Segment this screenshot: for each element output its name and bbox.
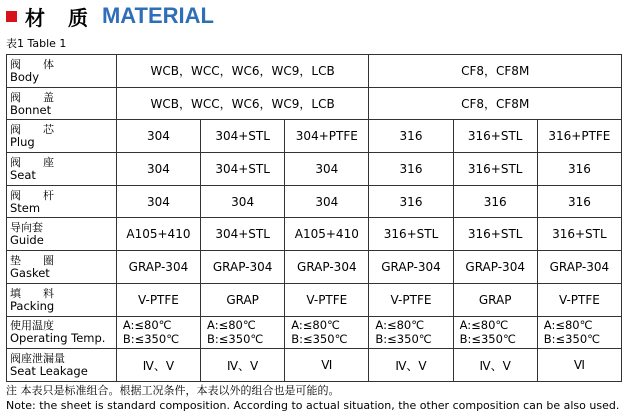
table-cell: 304	[201, 185, 285, 218]
table-cell: GRAP-304	[285, 251, 369, 284]
temp-line-a: A:≤80℃	[543, 318, 593, 333]
table-row	[7, 316, 622, 349]
temp-line-b: B:≤350℃	[459, 332, 516, 347]
red-square-icon	[6, 11, 17, 22]
row-label-zh: 使用温度	[10, 319, 54, 333]
temp-line-a: A:≤80℃	[375, 318, 425, 333]
table-cell: 316+STL	[453, 120, 537, 153]
row-label	[7, 87, 117, 120]
temp-line-b: B:≤350℃	[207, 332, 264, 347]
row-label-en: Body	[10, 69, 40, 84]
row-label-en: Gasket	[10, 265, 50, 280]
temp-line-b: B:≤350℃	[375, 332, 432, 347]
table-cell: 316	[537, 153, 621, 186]
table-row	[7, 120, 622, 153]
table-cell: GRAP	[201, 283, 285, 316]
table-cell: CF8，CF8M	[369, 55, 622, 88]
row-label-zh: 阀 盖	[10, 90, 54, 104]
table-cell: 316+STL	[453, 218, 537, 251]
table-cell: GRAP-304	[116, 251, 200, 284]
table-cell: 304+PTFE	[285, 120, 369, 153]
table-cell: 316	[537, 185, 621, 218]
table-cell: 316	[369, 185, 453, 218]
temp-line-a: A:≤80℃	[459, 318, 509, 333]
row-label-zh: 填 料	[10, 286, 54, 300]
table-row	[7, 55, 622, 88]
section-title-zh: 材 质	[25, 5, 96, 30]
table-cell: 316	[453, 185, 537, 218]
table-row	[7, 283, 622, 316]
table-cell: 316	[369, 153, 453, 186]
table-cell: 304+STL	[201, 120, 285, 153]
row-label	[7, 283, 117, 316]
temp-line-a: A:≤80℃	[291, 318, 340, 333]
row-label	[7, 120, 117, 153]
row-label-zh: 垫 圈	[10, 253, 54, 267]
table-cell: A105+410	[285, 218, 369, 251]
table-row	[7, 153, 622, 186]
table-cell	[116, 316, 200, 349]
table-cell: V-PTFE	[369, 283, 453, 316]
row-label-en: Seat	[10, 167, 36, 182]
table-cell: CF8，CF8M	[369, 87, 622, 120]
row-label-en: Bonnet	[10, 102, 52, 117]
row-label-en: Packing	[10, 298, 55, 313]
table-cell: GRAP-304	[201, 251, 285, 284]
material-table	[6, 54, 622, 382]
table-cell: 316+STL	[537, 218, 621, 251]
temp-line-a: A:≤80℃	[122, 318, 172, 333]
table-cell: GRAP	[453, 283, 537, 316]
table-row	[7, 218, 622, 251]
table-cell: Ⅵ	[537, 349, 621, 382]
table-cell: 316+STL	[369, 218, 453, 251]
row-label-zh: 阀 芯	[10, 123, 54, 137]
table-cell: 304	[116, 153, 200, 186]
table-cell	[285, 316, 369, 349]
row-label-zh: 阀 座	[10, 155, 54, 169]
row-label-en: Seat Leakage	[10, 364, 88, 379]
table-row	[7, 349, 622, 382]
table-cell: WCB，WCC，WC6，WC9，LCB	[116, 87, 369, 120]
table-cell	[453, 316, 537, 349]
row-label	[7, 349, 117, 382]
table-cell: 304	[285, 153, 369, 186]
row-label-zh: 阀 杆	[10, 188, 54, 202]
table-row	[7, 87, 622, 120]
table-row	[7, 185, 622, 218]
table-cell: 316+STL	[453, 153, 537, 186]
table-cell: 304	[116, 185, 200, 218]
row-label	[7, 185, 117, 218]
table-cell: Ⅳ、Ⅴ	[453, 349, 537, 382]
row-label-en: Guide	[10, 233, 44, 248]
temp-line-a: A:≤80℃	[207, 318, 256, 333]
row-label-en: Stem	[10, 200, 41, 215]
table-cell: V-PTFE	[285, 283, 369, 316]
table-cell: 304+STL	[201, 218, 285, 251]
table-cell: GRAP-304	[537, 251, 621, 284]
row-label	[7, 218, 117, 251]
row-label	[7, 55, 117, 88]
temp-line-b: B:≤350℃	[543, 332, 601, 347]
row-label-zh: 阀座泄漏量	[10, 352, 65, 366]
row-label-en: Plug	[10, 135, 35, 150]
section-header	[6, 3, 214, 29]
table-cell: Ⅵ	[285, 349, 369, 382]
table-caption: 表1 Table 1	[6, 37, 67, 50]
table-cell: 304	[116, 120, 200, 153]
table-cell: 316	[369, 120, 453, 153]
table-cell: Ⅳ、Ⅴ	[201, 349, 285, 382]
row-label-en: Operating Temp.	[10, 331, 106, 346]
note-en: Note: the sheet is standard composition. According to actual situation, the other composition can be also used.	[6, 399, 620, 412]
table-cell: V-PTFE	[537, 283, 621, 316]
row-label	[7, 153, 117, 186]
row-label	[7, 251, 117, 284]
temp-line-b: B:≤350℃	[122, 332, 180, 347]
note-zh: 注 本表只是标准组合。根据工况条件，本表以外的组合也是可能的。	[6, 384, 340, 397]
table-cell: Ⅳ、Ⅴ	[116, 349, 200, 382]
table-cell: GRAP-304	[453, 251, 537, 284]
section-title-en: MATERIAL	[101, 3, 214, 28]
table-cell: Ⅳ、Ⅴ	[369, 349, 453, 382]
table-cell: 304+STL	[201, 153, 285, 186]
row-label	[7, 316, 117, 349]
table-cell: 304	[285, 185, 369, 218]
temp-line-b: B:≤350℃	[291, 332, 348, 347]
table-row	[7, 251, 622, 284]
table-cell	[201, 316, 285, 349]
table-cell: GRAP-304	[369, 251, 453, 284]
row-label-zh: 阀 体	[10, 57, 54, 71]
table-cell: V-PTFE	[116, 283, 200, 316]
table-cell: A105+410	[116, 218, 200, 251]
table-cell: 316+PTFE	[537, 120, 621, 153]
table-cell: WCB，WCC，WC6，WC9，LCB	[116, 55, 369, 88]
table-cell	[369, 316, 453, 349]
row-label-zh: 导向套	[10, 221, 43, 235]
table-cell	[537, 316, 621, 349]
